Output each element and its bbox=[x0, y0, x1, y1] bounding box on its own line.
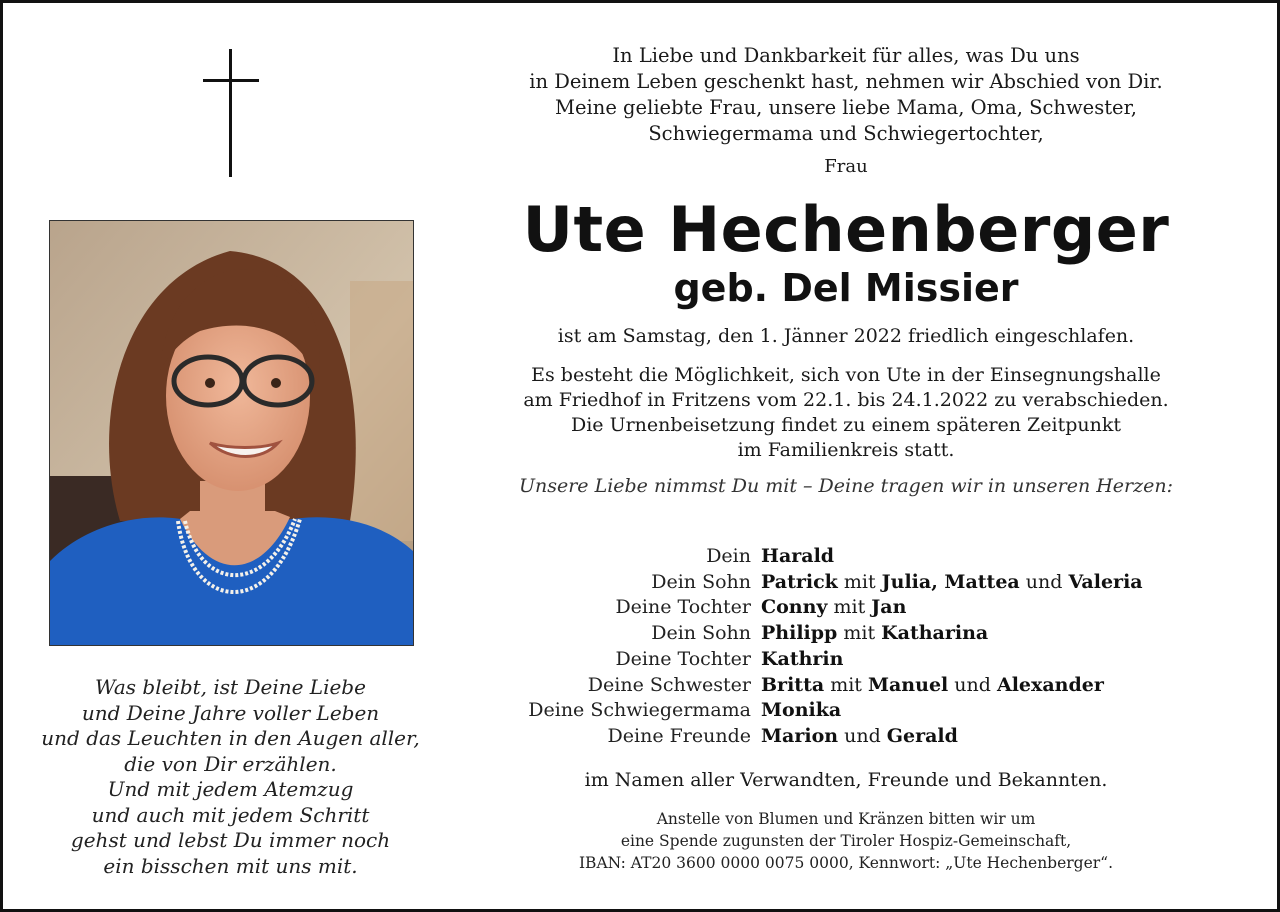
mourner-row: Deine Freunde Marion und Gerald bbox=[493, 724, 1199, 750]
farewell-info bbox=[493, 363, 1199, 463]
intro-line: Schwiegermama und Schwiegertochter, bbox=[648, 122, 1044, 145]
poem-line: gehst und lebst Du immer noch bbox=[70, 828, 391, 852]
poem bbox=[23, 675, 438, 879]
farewell-line: Die Urnenbeisetzung findet zu einem späteren Zeitpunkt bbox=[570, 414, 1121, 436]
poem-line: und das Leuchten in den Augen aller, bbox=[41, 726, 420, 750]
deceased-name: Ute Hechenberger bbox=[522, 193, 1170, 266]
donation-line: eine Spende zugunsten der Tiroler Hospiz-Gemeinschaft, bbox=[620, 832, 1072, 850]
mourner-relation: Deine Schwester bbox=[587, 673, 751, 696]
mourner-row bbox=[493, 647, 1199, 673]
intro-line: In Liebe und Dankbarkeit für alles, was Du uns bbox=[612, 44, 1080, 67]
farewell-line: Es besteht die Möglichkeit, sich von Ute in der Einsegnungshalle bbox=[531, 364, 1161, 386]
donation-note bbox=[493, 808, 1199, 874]
intro-text bbox=[493, 43, 1199, 147]
maiden-name: geb. Del Missier bbox=[673, 266, 1019, 310]
mourner-name: Marion bbox=[761, 724, 839, 747]
mourner-relation: Deine Tochter bbox=[615, 647, 751, 670]
mourner-name: Monika bbox=[761, 699, 842, 722]
mourner-name: Britta bbox=[761, 673, 825, 696]
mourner-row: Dein Sohn Philipp mit Katharina bbox=[493, 621, 1199, 647]
mourner-relation: Dein bbox=[706, 545, 751, 567]
salutation: Frau bbox=[824, 156, 868, 177]
mourner-row: Dein Sohn Patrick mit Julia, Mattea und Valeria bbox=[493, 570, 1199, 596]
poem-line: die von Dir erzählen. bbox=[124, 751, 337, 776]
cross-icon bbox=[203, 49, 259, 177]
mourner-relation: Dein Sohn bbox=[651, 570, 751, 593]
intro-line: in Deinem Leben geschenkt hast, nehmen wir Abschied von Dir. bbox=[529, 70, 1163, 93]
poem-line: ein bisschen mit uns mit. bbox=[103, 853, 358, 878]
intro-line: Meine geliebte Frau, unsere liebe Mama, Oma, Schwester, bbox=[555, 96, 1137, 119]
mourner-row: Deine Schwester Britta mit Manuel und Alexander bbox=[493, 673, 1199, 699]
mourner-relation: Deine Freunde bbox=[607, 724, 751, 747]
death-notice: ist am Samstag, den 1. Jänner 2022 friedlich eingeschlafen. bbox=[557, 325, 1135, 347]
poem-line: Was bleibt, ist Deine Liebe bbox=[95, 675, 366, 699]
donation-line: Anstelle von Blumen und Kränzen bitten wir um bbox=[656, 810, 1036, 828]
poem-line: und Deine Jahre voller Leben bbox=[81, 700, 380, 725]
farewell-line: am Friedhof in Fritzens vom 22.1. bis 24.1.2022 zu verabschieden. bbox=[523, 389, 1169, 411]
mourner-relation: Deine Schwiegermama bbox=[528, 699, 751, 722]
mourner-name: Kathrin bbox=[761, 647, 844, 670]
main-text bbox=[493, 43, 1199, 499]
mourner-row: Deine Tochter Conny mit Jan bbox=[493, 595, 1199, 621]
motto: Unsere Liebe nimmst Du mit – Deine tragen wir in unseren Herzen: bbox=[518, 475, 1174, 497]
mourner-name: Philipp bbox=[761, 622, 838, 645]
mourner-row bbox=[493, 698, 1199, 724]
poem-line: Und mit jedem Atemzug bbox=[107, 777, 354, 801]
poem-line: und auch mit jedem Schritt bbox=[91, 802, 370, 827]
mourner-name: Harald bbox=[761, 545, 835, 567]
portrait-photo bbox=[49, 220, 414, 646]
mourner-relation: Dein Sohn bbox=[651, 622, 751, 645]
mourner-name: Patrick bbox=[761, 570, 838, 593]
behalf-line: im Namen aller Verwandten, Freunde und Bekannten. bbox=[584, 769, 1108, 791]
farewell-line: im Familienkreis statt. bbox=[737, 439, 955, 461]
mourner-relation: Deine Tochter bbox=[615, 596, 751, 619]
mourners-list bbox=[493, 544, 1199, 750]
mourner-row bbox=[493, 544, 1199, 570]
mourner-name: Conny bbox=[761, 596, 828, 619]
donation-line: IBAN: AT20 3600 0000 0075 0000, Kennwort: „Ute Hechenberger“. bbox=[578, 854, 1114, 872]
